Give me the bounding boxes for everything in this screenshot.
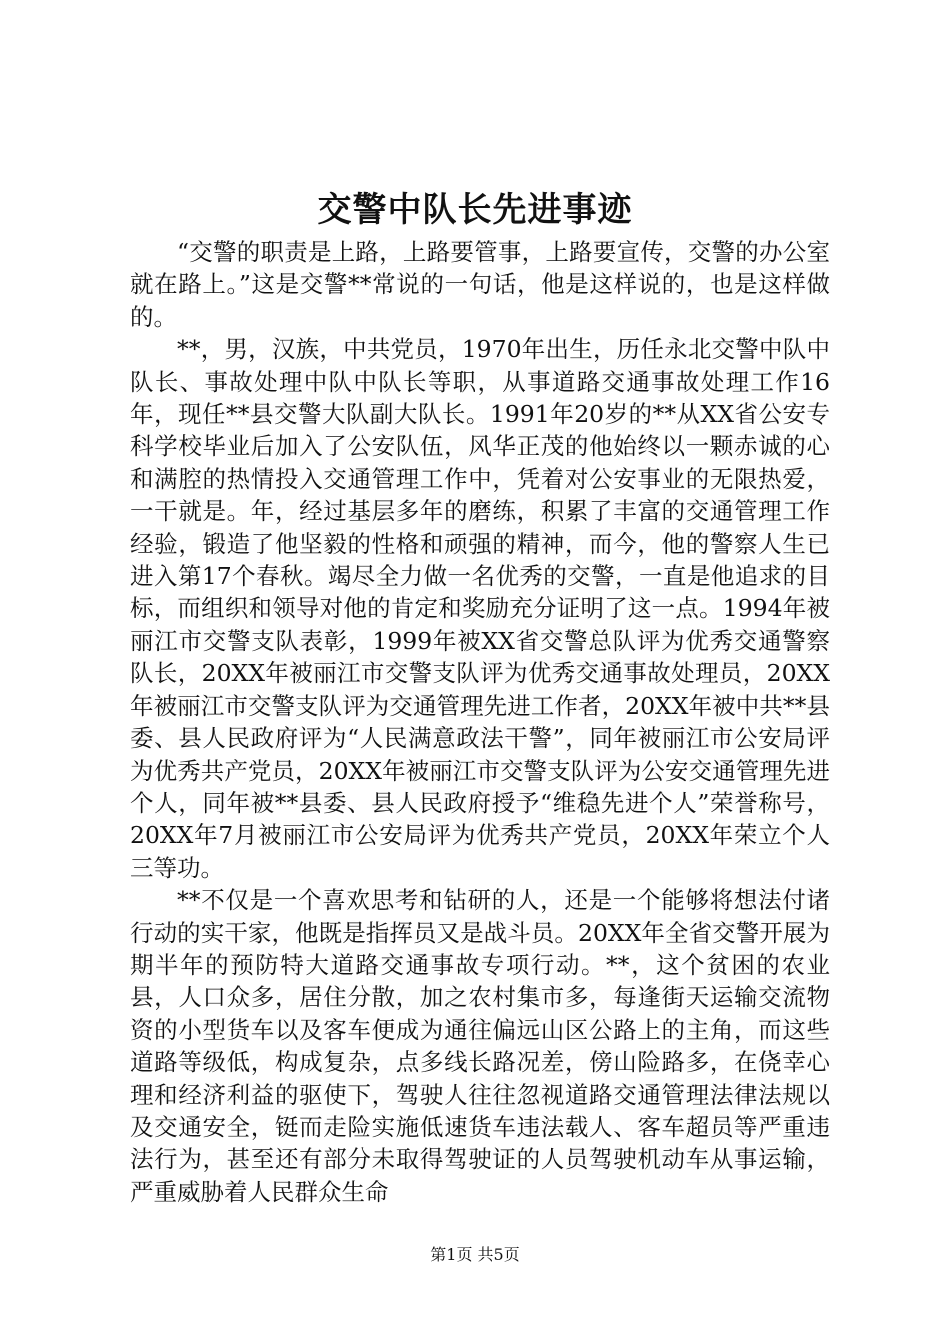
paragraph-3: **不仅是一个喜欢思考和钻研的人，还是一个能够将想法付诸行动的实干家，他既是指挥员又是战斗员。20XX年全省交警开展为期半年的预防特大道路交通事故专项行动。**，这个贫困的农业县，人口众多，居住分散，加之农村集市多，每逢街天运输交流物资的小型货车以及客车便成为通往偏远山区公路上的主角，而这些道路等级低，构成复杂，点多线长路况差，傍山险路多，在侥幸心理和经济利益的驱使下，驾驶人往往忽视道路交通管理法律法规以及交通安全，铤而走险实施低速货车违法载人、客车超员等严重违法行为，甚至还有部分未取得驾驶证的人员驾驶机动车从事运输，严重威胁着人民群众生命 (130, 886, 830, 1206)
document-title: 交警中队长先进事迹 (317, 190, 633, 230)
page-footer: 第1页 共5页 (430, 1245, 520, 1264)
paragraph-1: “交警的职责是上路，上路要管事，上路要宣传，交警的办公室就在路上。”这是交警**常说的一句话，他是这样说的，也是这样做的。 (130, 238, 830, 331)
document-body (130, 236, 830, 1208)
paragraph-2: **，男，汉族，中共党员，1970年出生，历任永北交警中队中队长、事故处理中队中队长等职，从事道路交通事故处理工作16年，现任**县交警大队副大队长。1991年20岁的**从XX省公安专科学校毕业后加入了公安队伍，风华正茂的他始终以一颗赤诚的心和满腔的热情投入交通管理工作中，凭着对公安事业的无限热爱，一干就是。年，经过基层多年的磨练，积累了丰富的交通管理工作经验，锻造了他坚毅的性格和顽强的精神，而今，他的警察人生已进入第17个春秋。竭尽全力做一名优秀的交警，一直是他追求的目标，而组织和领导对他的肯定和奖励充分证明了这一点。1994年被丽江市交警支队表彰，1999年被XX省交警总队评为优秀交通警察队长，20XX年被丽江市交警支队评为优秀交通事故处理员，20XX年被丽江市交警支队评为交通管理先进工作者，20XX年被中共**县委、县人民政府评为“人民满意政法干警”，同年被丽江市公安局评为优秀共产党员，20XX年被丽江市交警支队评为公安交通管理先进个人，同年被**县委、县人民政府授予“维稳先进个人”荣誉称号，20XX年7月被丽江市公安局评为优秀共产党员，20XX年荣立个人三等功。 (130, 335, 830, 882)
